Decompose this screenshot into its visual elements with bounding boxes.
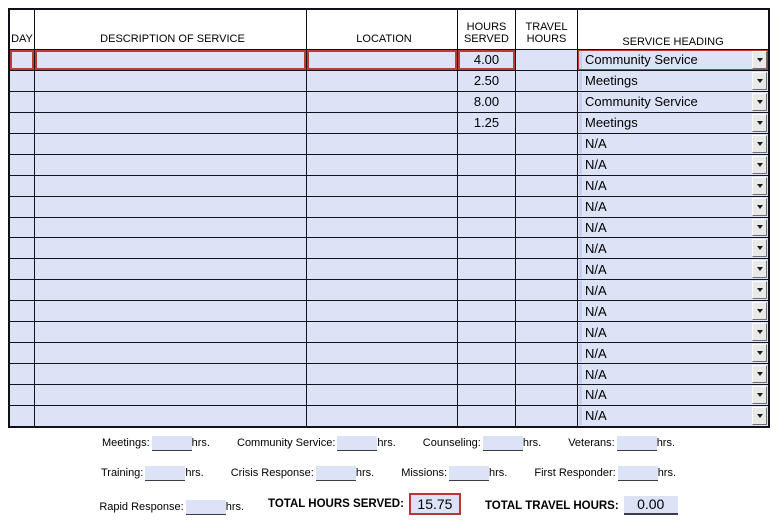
day-field[interactable] (10, 134, 35, 154)
description-of-service-field[interactable] (35, 92, 307, 112)
travel-hours-field[interactable] (516, 50, 578, 70)
crisis-response-label: Crisis Response: (230, 467, 314, 479)
service-heading-value: N/A (585, 178, 607, 194)
location-field[interactable] (307, 385, 458, 405)
total-travel-hours-group (485, 496, 678, 515)
travel-hours-field[interactable] (516, 301, 578, 321)
service-heading-cell (578, 218, 768, 238)
total-travel-hours-label: TOTAL TRAVEL HOURS: (484, 499, 619, 512)
service-heading-value: N/A (585, 136, 607, 152)
day-column-header: DAY (10, 10, 35, 49)
service-heading-column-header: SERVICE HEADING (622, 36, 724, 49)
service-heading-value: N/A (585, 219, 607, 235)
travel-hours-field[interactable] (516, 385, 578, 405)
service-heading-dropdown[interactable] (579, 323, 767, 341)
first-responder-hours-field[interactable] (618, 466, 658, 481)
travel-hours-field[interactable] (516, 92, 578, 112)
service-heading-dropdown[interactable] (579, 156, 767, 174)
first-responder-label: First Responder: (534, 467, 616, 479)
location-field[interactable] (307, 238, 458, 258)
service-heading-value: Community Service (585, 52, 698, 68)
location-field[interactable] (307, 301, 458, 321)
community-service-hours-field[interactable] (337, 436, 377, 451)
dropdown-button[interactable] (752, 386, 767, 404)
summary-item-veterans (568, 436, 675, 451)
table-body (10, 50, 768, 426)
table-row (10, 238, 768, 259)
travel-hours-field[interactable] (516, 364, 578, 384)
service-heading-dropdown[interactable] (579, 219, 767, 237)
dropdown-button[interactable] (752, 114, 767, 132)
counseling-hours-field[interactable] (483, 436, 523, 451)
summary-row-3 (0, 493, 777, 515)
travel-hours-field[interactable] (516, 197, 578, 217)
chevron-down-icon (757, 267, 763, 271)
location-field[interactable] (307, 343, 458, 363)
rapid-response-hours-field[interactable] (186, 500, 226, 515)
description-of-service-field[interactable] (35, 134, 307, 154)
service-heading-value: N/A (585, 240, 607, 256)
chevron-down-icon (757, 163, 763, 167)
travel-hours-field[interactable] (516, 218, 578, 238)
service-heading-value: Meetings (585, 73, 638, 89)
description-of-service-field[interactable] (35, 238, 307, 258)
community-service-label: Community Service: (237, 437, 336, 449)
description-of-service-field[interactable] (35, 364, 307, 384)
hours-served-field[interactable] (458, 238, 516, 258)
description-of-service-field[interactable] (35, 71, 307, 91)
travel-hours-field[interactable] (516, 343, 578, 363)
table-row (10, 301, 768, 322)
hrs-suffix: hrs. (522, 437, 542, 449)
service-heading-cell (578, 197, 768, 217)
location-field[interactable] (307, 71, 458, 91)
service-heading-dropdown[interactable] (579, 198, 767, 216)
dropdown-button[interactable] (752, 156, 767, 174)
service-heading-value: N/A (585, 345, 607, 361)
service-heading-cell (578, 322, 768, 342)
location-field[interactable] (307, 155, 458, 175)
day-field[interactable] (10, 385, 35, 405)
service-heading-dropdown[interactable] (579, 135, 767, 153)
hours-served-field[interactable] (458, 301, 516, 321)
service-heading-value: N/A (585, 282, 607, 298)
day-field[interactable] (10, 280, 35, 300)
dropdown-button[interactable] (752, 302, 767, 320)
summary-row-2 (0, 466, 777, 481)
description-column-header: DESCRIPTION OF SERVICE (35, 10, 307, 49)
chevron-down-icon (757, 205, 763, 209)
chevron-down-icon (757, 309, 763, 313)
dropdown-button[interactable] (752, 219, 767, 237)
location-field[interactable] (307, 176, 458, 196)
table-row (10, 197, 768, 218)
service-heading-cell (578, 50, 768, 70)
hours-served-field[interactable] (458, 322, 516, 342)
table-row (10, 322, 768, 343)
service-heading-cell (578, 238, 768, 258)
travel-hours-column-header: TRAVEL HOURS (516, 10, 578, 49)
description-of-service-field[interactable] (35, 197, 307, 217)
service-heading-cell (578, 71, 768, 91)
location-field[interactable] (307, 134, 458, 154)
table-row (10, 155, 768, 176)
day-field[interactable] (10, 238, 35, 258)
description-of-service-field[interactable] (35, 385, 307, 405)
chevron-down-icon (757, 414, 763, 418)
location-field[interactable] (307, 280, 458, 300)
service-heading-cell (578, 155, 768, 175)
dropdown-button[interactable] (752, 407, 767, 425)
dropdown-button[interactable] (752, 365, 767, 383)
day-field[interactable] (10, 218, 35, 238)
service-heading-dropdown[interactable] (579, 344, 767, 362)
service-heading-dropdown[interactable] (579, 177, 767, 195)
service-heading-dropdown[interactable] (579, 93, 767, 111)
description-of-service-field[interactable] (35, 259, 307, 279)
service-heading-dropdown[interactable] (579, 260, 767, 278)
hours-served-field[interactable] (458, 364, 516, 384)
chevron-down-icon (757, 330, 763, 334)
service-heading-value: N/A (585, 157, 607, 173)
dropdown-button[interactable] (752, 239, 767, 257)
location-field[interactable] (307, 259, 458, 279)
hrs-suffix: hrs. (185, 467, 204, 479)
service-heading-cell (578, 176, 768, 196)
day-field[interactable] (10, 197, 35, 217)
day-field[interactable] (10, 155, 35, 175)
dropdown-button[interactable] (752, 260, 767, 278)
description-of-service-field[interactable] (35, 155, 307, 175)
travel-hours-field[interactable] (516, 71, 578, 91)
meetings-hours-field[interactable] (152, 436, 192, 451)
chevron-down-icon (757, 372, 763, 376)
day-field[interactable] (10, 92, 35, 112)
travel-hours-field[interactable] (516, 176, 578, 196)
table-row (10, 176, 768, 197)
service-heading-value: N/A (585, 303, 607, 319)
table-row (10, 280, 768, 301)
travel-hours-field[interactable] (516, 134, 578, 154)
table-row (10, 50, 768, 71)
service-heading-value: N/A (585, 408, 607, 424)
summary-item-meetings (102, 436, 210, 451)
chevron-down-icon (757, 58, 763, 62)
hours-served-field[interactable]: 8.00 (458, 92, 516, 112)
service-heading-dropdown[interactable] (579, 51, 767, 69)
service-log-table (8, 8, 770, 428)
service-heading-dropdown[interactable] (579, 365, 767, 383)
hrs-suffix: hrs. (191, 437, 210, 449)
table-row (10, 92, 768, 113)
service-heading-dropdown[interactable] (579, 407, 767, 425)
service-heading-cell (578, 364, 768, 384)
hours-served-field[interactable] (458, 197, 516, 217)
total-hours-served-field[interactable]: 15.75 (409, 493, 461, 515)
hrs-suffix: hrs. (377, 437, 396, 449)
training-hours-field[interactable] (145, 466, 185, 481)
chevron-down-icon (757, 142, 763, 146)
service-heading-dropdown[interactable] (579, 239, 767, 257)
table-row (10, 259, 768, 280)
travel-hours-field[interactable] (516, 322, 578, 342)
crisis-response-hours-field[interactable] (316, 466, 356, 481)
service-heading-value: N/A (585, 324, 607, 340)
location-field[interactable] (307, 322, 458, 342)
location-field[interactable] (307, 406, 458, 426)
hours-served-column-header: HOURS SERVED (458, 10, 516, 49)
dropdown-button[interactable] (752, 72, 767, 90)
service-heading-cell (578, 406, 768, 426)
location-field[interactable] (307, 113, 458, 133)
travel-hours-field[interactable] (516, 406, 578, 426)
summary-item-rapid-response (99, 500, 244, 515)
hours-served-field[interactable]: 1.25 (458, 113, 516, 133)
table-row (10, 364, 768, 385)
hrs-suffix: hrs. (489, 467, 508, 479)
day-field[interactable] (10, 364, 35, 384)
day-field[interactable] (10, 113, 35, 133)
veterans-label: Veterans: (568, 437, 615, 449)
chevron-down-icon (757, 225, 763, 229)
location-field[interactable] (307, 364, 458, 384)
day-field[interactable] (10, 343, 35, 363)
service-heading-cell (578, 259, 768, 279)
day-field[interactable] (10, 259, 35, 279)
dropdown-button[interactable] (752, 135, 767, 153)
service-heading-value: N/A (585, 199, 607, 215)
travel-hours-field[interactable] (516, 155, 578, 175)
description-of-service-field[interactable] (35, 50, 307, 70)
dropdown-button[interactable] (752, 281, 767, 299)
description-of-service-field[interactable] (35, 343, 307, 363)
veterans-hours-field[interactable] (617, 436, 657, 451)
service-heading-value: N/A (585, 387, 607, 403)
service-heading-dropdown[interactable] (579, 386, 767, 404)
chevron-down-icon (757, 184, 763, 188)
service-heading-cell (578, 113, 768, 133)
service-heading-value: N/A (585, 366, 607, 382)
table-row (10, 406, 768, 426)
service-heading-cell (578, 92, 768, 112)
hours-served-field[interactable]: 4.00 (458, 50, 516, 70)
chevron-down-icon (757, 100, 763, 104)
hours-served-field[interactable] (458, 155, 516, 175)
day-field[interactable] (10, 322, 35, 342)
table-row (10, 71, 768, 92)
travel-hours-field[interactable] (516, 113, 578, 133)
dropdown-button[interactable] (752, 51, 767, 69)
summary-item-training (101, 466, 204, 481)
service-heading-dropdown[interactable] (579, 302, 767, 320)
description-of-service-field[interactable] (35, 218, 307, 238)
description-of-service-field[interactable] (35, 322, 307, 342)
hrs-suffix: hrs. (225, 501, 245, 513)
table-row (10, 113, 768, 134)
summary-item-first-responder (534, 466, 676, 481)
chevron-down-icon (757, 351, 763, 355)
travel-hours-field[interactable] (516, 238, 578, 258)
location-field[interactable] (307, 218, 458, 238)
table-row (10, 343, 768, 364)
service-heading-value: Meetings (585, 115, 638, 131)
hrs-suffix: hrs. (657, 467, 677, 479)
service-heading-dropdown[interactable] (579, 281, 767, 299)
hours-served-field[interactable] (458, 218, 516, 238)
hours-served-field[interactable] (458, 259, 516, 279)
service-heading-dropdown[interactable] (579, 72, 767, 90)
chevron-down-icon (757, 288, 763, 292)
hours-served-field[interactable] (458, 406, 516, 426)
service-heading-cell (578, 301, 768, 321)
day-field[interactable] (10, 176, 35, 196)
hours-served-field[interactable] (458, 134, 516, 154)
dropdown-button[interactable] (752, 323, 767, 341)
day-field[interactable] (10, 406, 35, 426)
table-row (10, 385, 768, 406)
total-travel-hours-field[interactable]: 0.00 (624, 496, 678, 515)
table-header-row (10, 10, 768, 50)
chevron-down-icon (757, 246, 763, 250)
travel-hours-field[interactable] (516, 259, 578, 279)
hrs-suffix: hrs. (355, 467, 375, 479)
day-field[interactable] (10, 301, 35, 321)
hours-served-field[interactable] (458, 176, 516, 196)
day-field[interactable] (10, 50, 35, 70)
location-field[interactable] (307, 50, 458, 70)
hours-served-field[interactable]: 2.50 (458, 71, 516, 91)
description-of-service-field[interactable] (35, 406, 307, 426)
description-of-service-field[interactable] (35, 176, 307, 196)
dropdown-button[interactable] (752, 93, 767, 111)
missions-label: Missions: (401, 467, 448, 479)
service-heading-dropdown[interactable] (579, 114, 767, 132)
dropdown-button[interactable] (752, 344, 767, 362)
day-field[interactable] (10, 71, 35, 91)
total-hours-served-label: TOTAL HOURS SERVED: (268, 498, 404, 510)
total-hours-served-group (268, 493, 461, 515)
summary-row-1 (0, 436, 777, 451)
location-field[interactable] (307, 197, 458, 217)
description-of-service-field[interactable] (35, 280, 307, 300)
missions-hours-field[interactable] (449, 466, 489, 481)
location-column-header: LOCATION (307, 10, 458, 49)
rapid-response-label: Rapid Response: (99, 501, 184, 513)
service-heading-cell (578, 280, 768, 300)
service-heading-cell (578, 343, 768, 363)
service-heading-cell (578, 385, 768, 405)
chevron-down-icon (757, 79, 763, 83)
summary-item-crisis-response (231, 466, 374, 481)
counseling-label: Counseling: (422, 437, 481, 449)
travel-hours-field[interactable] (516, 280, 578, 300)
hrs-suffix: hrs. (656, 437, 676, 449)
location-field[interactable] (307, 92, 458, 112)
chevron-down-icon (757, 393, 763, 397)
summary-item-community-service (237, 436, 396, 451)
hours-served-field[interactable] (458, 343, 516, 363)
service-heading-value: N/A (585, 261, 607, 277)
description-of-service-field[interactable] (35, 301, 307, 321)
service-heading-cell (578, 134, 768, 154)
meetings-label: Meetings: (101, 437, 150, 449)
summary-item-missions (401, 466, 507, 481)
hours-served-field[interactable] (458, 385, 516, 405)
description-of-service-field[interactable] (35, 113, 307, 133)
training-label: Training: (100, 467, 144, 479)
chevron-down-icon (757, 121, 763, 125)
dropdown-button[interactable] (752, 177, 767, 195)
hours-served-field[interactable] (458, 280, 516, 300)
table-row (10, 218, 768, 239)
table-row (10, 134, 768, 155)
service-heading-value: Community Service (585, 94, 698, 110)
dropdown-button[interactable] (752, 198, 767, 216)
summary-item-counseling (423, 436, 541, 451)
